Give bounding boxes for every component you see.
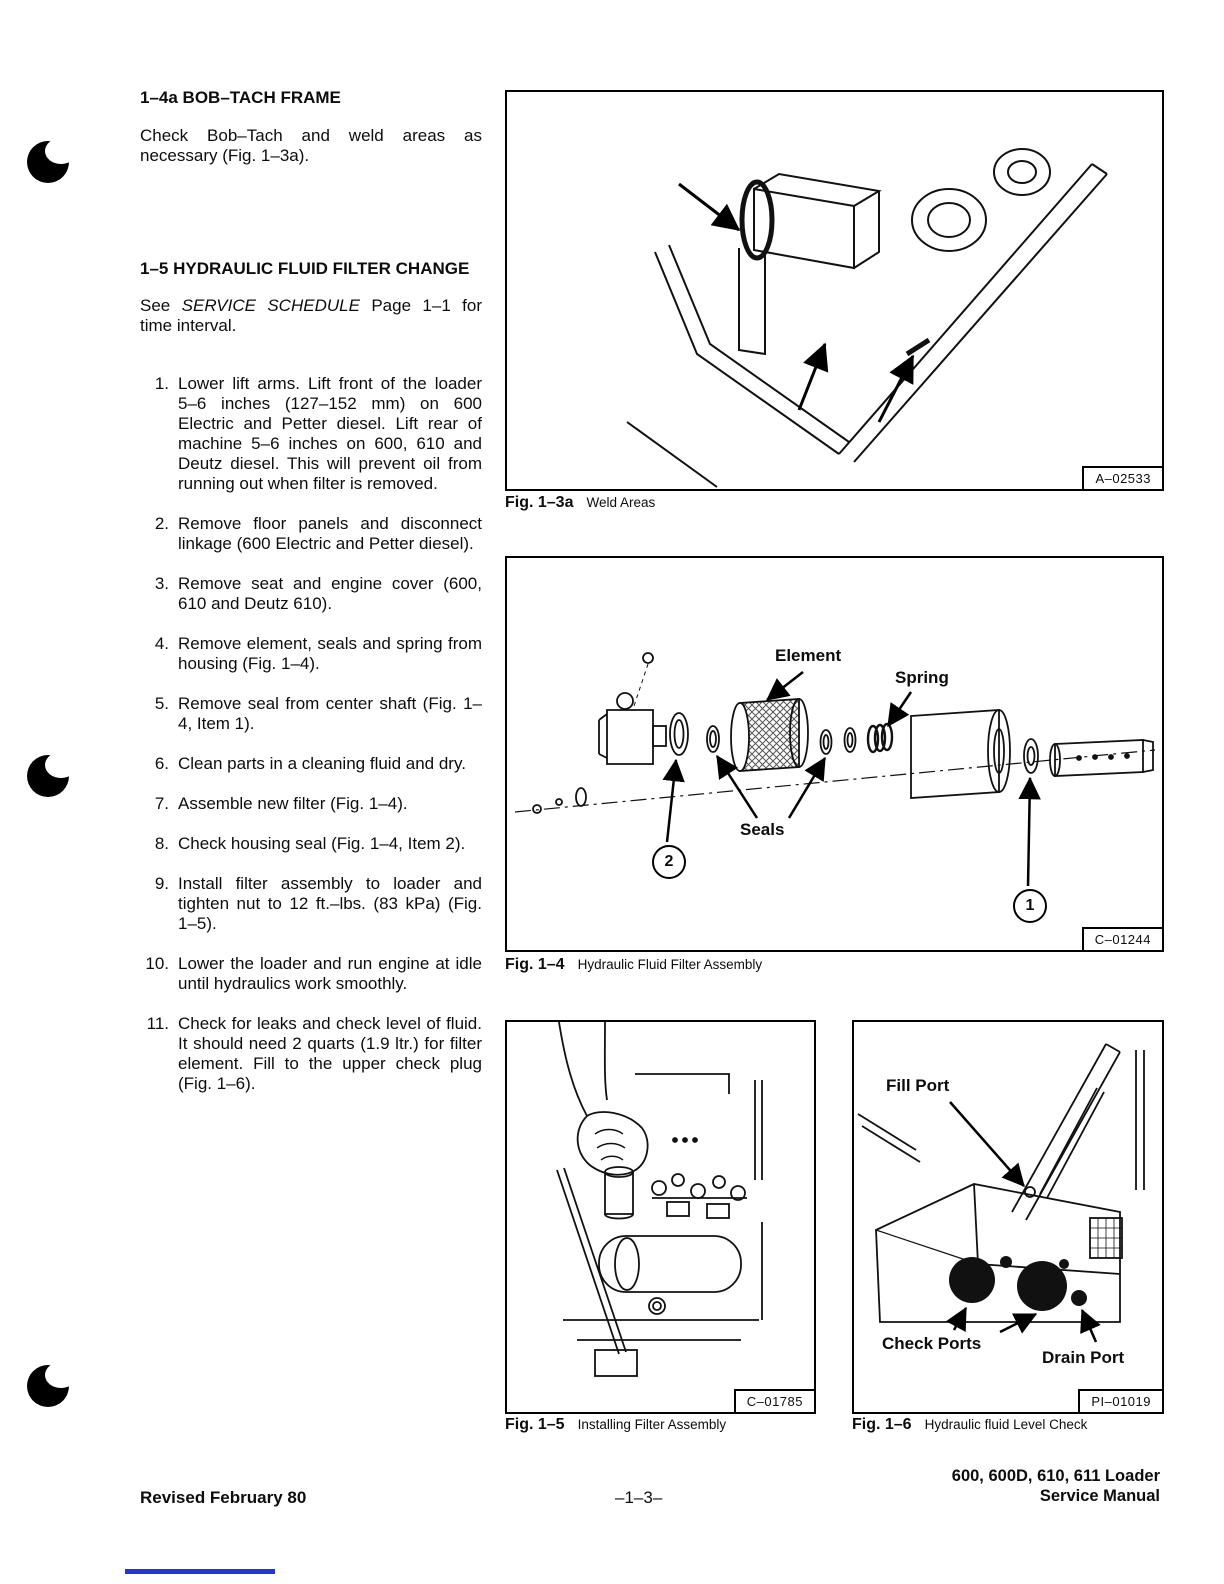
- procedure-steps: [140, 374, 482, 1094]
- callout-element: Element: [775, 646, 842, 665]
- step-number: 4.: [154, 634, 169, 653]
- step-number: 9.: [154, 874, 169, 893]
- caption-label: Fig. 1–5: [505, 1416, 565, 1433]
- callout-drain-port: Drain Port: [1042, 1348, 1125, 1367]
- installing-filter-drawing: [507, 1022, 814, 1412]
- item-2-badge: 2: [652, 845, 686, 879]
- footer-manual-line1: 600, 600D, 610, 611 Loader: [951, 1467, 1160, 1485]
- caption-label: Fig. 1–6: [852, 1416, 912, 1433]
- figure-1-4-caption: [505, 956, 762, 974]
- caption-label: Fig. 1–4: [505, 956, 565, 973]
- figure-code-label: PI–01019: [1078, 1389, 1162, 1412]
- intro-pre: See: [140, 296, 182, 315]
- step-number: 8.: [154, 834, 169, 853]
- step-text: Check for leaks and check level of fluid. It should need 2 quarts (1.9 ltr.) for filter element. Fill to the upper check plug (Fig. 1–6).: [178, 1014, 482, 1093]
- text-column: [140, 88, 482, 1114]
- step-item: [140, 954, 482, 994]
- callout-spring: Spring: [895, 668, 949, 687]
- step-item: [140, 1014, 482, 1094]
- binder-mark: [26, 750, 74, 802]
- figure-1-4: [505, 556, 1164, 952]
- footer-manual-title: [952, 1466, 1160, 1506]
- footer-revision: Revised February 80: [140, 1488, 307, 1507]
- figure-code-label: C–01785: [734, 1389, 814, 1412]
- caption-text: Hydraulic Fluid Filter Assembly: [577, 957, 763, 972]
- callout-check-ports: Check Ports: [882, 1334, 982, 1353]
- footer-manual-line2: Service Manual: [1039, 1487, 1160, 1505]
- step-text: Clean parts in a cleaning fluid and dry.: [178, 754, 466, 773]
- callout-fill-port: Fill Port: [886, 1076, 950, 1095]
- callout-seals: Seals: [740, 820, 785, 839]
- intro-post: Page 1–1 for time interval.: [140, 296, 482, 335]
- section-intro-filter-change: [140, 296, 482, 336]
- figure-code-label: C–01244: [1082, 927, 1162, 950]
- filter-assembly-drawing: [507, 558, 1162, 950]
- item-1-badge: 1: [1013, 889, 1047, 923]
- step-text: Remove seat and engine cover (600, 610 and Deutz 610).: [178, 574, 482, 613]
- caption-text: Weld Areas: [586, 495, 656, 510]
- step-item: [140, 694, 482, 734]
- step-number: 5.: [154, 694, 169, 713]
- caption-text: Hydraulic fluid Level Check: [924, 1417, 1088, 1432]
- step-text: Lower lift arms. Lift front of the loader 5–6 inches (127–152 mm) on 600 Electric and Petter diesel. Lift rear of machine 5–6 inches on 600, 610 and Deutz diesel. This will prevent oil from running out when filter is removed.: [178, 374, 482, 493]
- step-text: Check housing seal (Fig. 1–4, Item 2).: [178, 834, 466, 853]
- step-number: 10.: [145, 954, 169, 973]
- step-number: 2.: [154, 514, 169, 533]
- footer-accent-bar: [125, 1569, 275, 1574]
- step-number: 1.: [154, 374, 169, 393]
- binder-mark: [26, 136, 74, 188]
- section-heading-bobtach: 1–4a BOB–TACH FRAME: [140, 88, 341, 107]
- binder-mark: [26, 1360, 74, 1412]
- step-item: [140, 634, 482, 674]
- step-item: [140, 754, 482, 774]
- step-text: Install filter assembly to loader and tighten nut to 12 ft.–lbs. (83 kPa) (Fig. 1–5).: [178, 874, 482, 933]
- intro-italic: SERVICE SCHEDULE: [181, 296, 360, 315]
- figure-1-6: [852, 1020, 1164, 1414]
- figure-code-label: A–02533: [1082, 466, 1162, 489]
- step-number: 6.: [154, 754, 169, 773]
- step-text: Remove seal from center shaft (Fig. 1–4, Item 1).: [178, 694, 482, 733]
- step-number: 11.: [146, 1014, 169, 1033]
- weld-areas-drawing: [507, 92, 1162, 489]
- footer-page-number: –1–3–: [615, 1488, 663, 1507]
- step-item: [140, 374, 482, 494]
- step-number: 3.: [154, 574, 169, 593]
- step-number: 7.: [154, 794, 169, 813]
- figure-1-5-caption: [505, 1416, 726, 1434]
- section-body-bobtach: Check Bob–Tach and weld areas as necessary (Fig. 1–3a).: [140, 126, 482, 165]
- step-item: [140, 794, 482, 814]
- caption-label: Fig. 1–3a: [505, 494, 574, 511]
- caption-text: Installing Filter Assembly: [577, 1417, 727, 1432]
- figure-1-5: [505, 1020, 816, 1414]
- figure-1-3a: [505, 90, 1164, 491]
- step-item: [140, 514, 482, 554]
- step-text: Lower the loader and run engine at idle until hydraulics work smoothly.: [178, 954, 482, 993]
- section-heading-filter-change: 1–5 HYDRAULIC FLUID FILTER CHANGE: [140, 259, 470, 278]
- figure-1-6-caption: [852, 1416, 1087, 1434]
- step-text: Remove element, seals and spring from housing (Fig. 1–4).: [178, 634, 482, 673]
- step-text: Assemble new filter (Fig. 1–4).: [178, 794, 408, 813]
- step-item: [140, 834, 482, 854]
- step-text: Remove floor panels and disconnect linkage (600 Electric and Petter diesel).: [178, 514, 482, 553]
- step-item: [140, 874, 482, 934]
- step-item: [140, 574, 482, 614]
- figure-1-3a-caption: [505, 494, 655, 512]
